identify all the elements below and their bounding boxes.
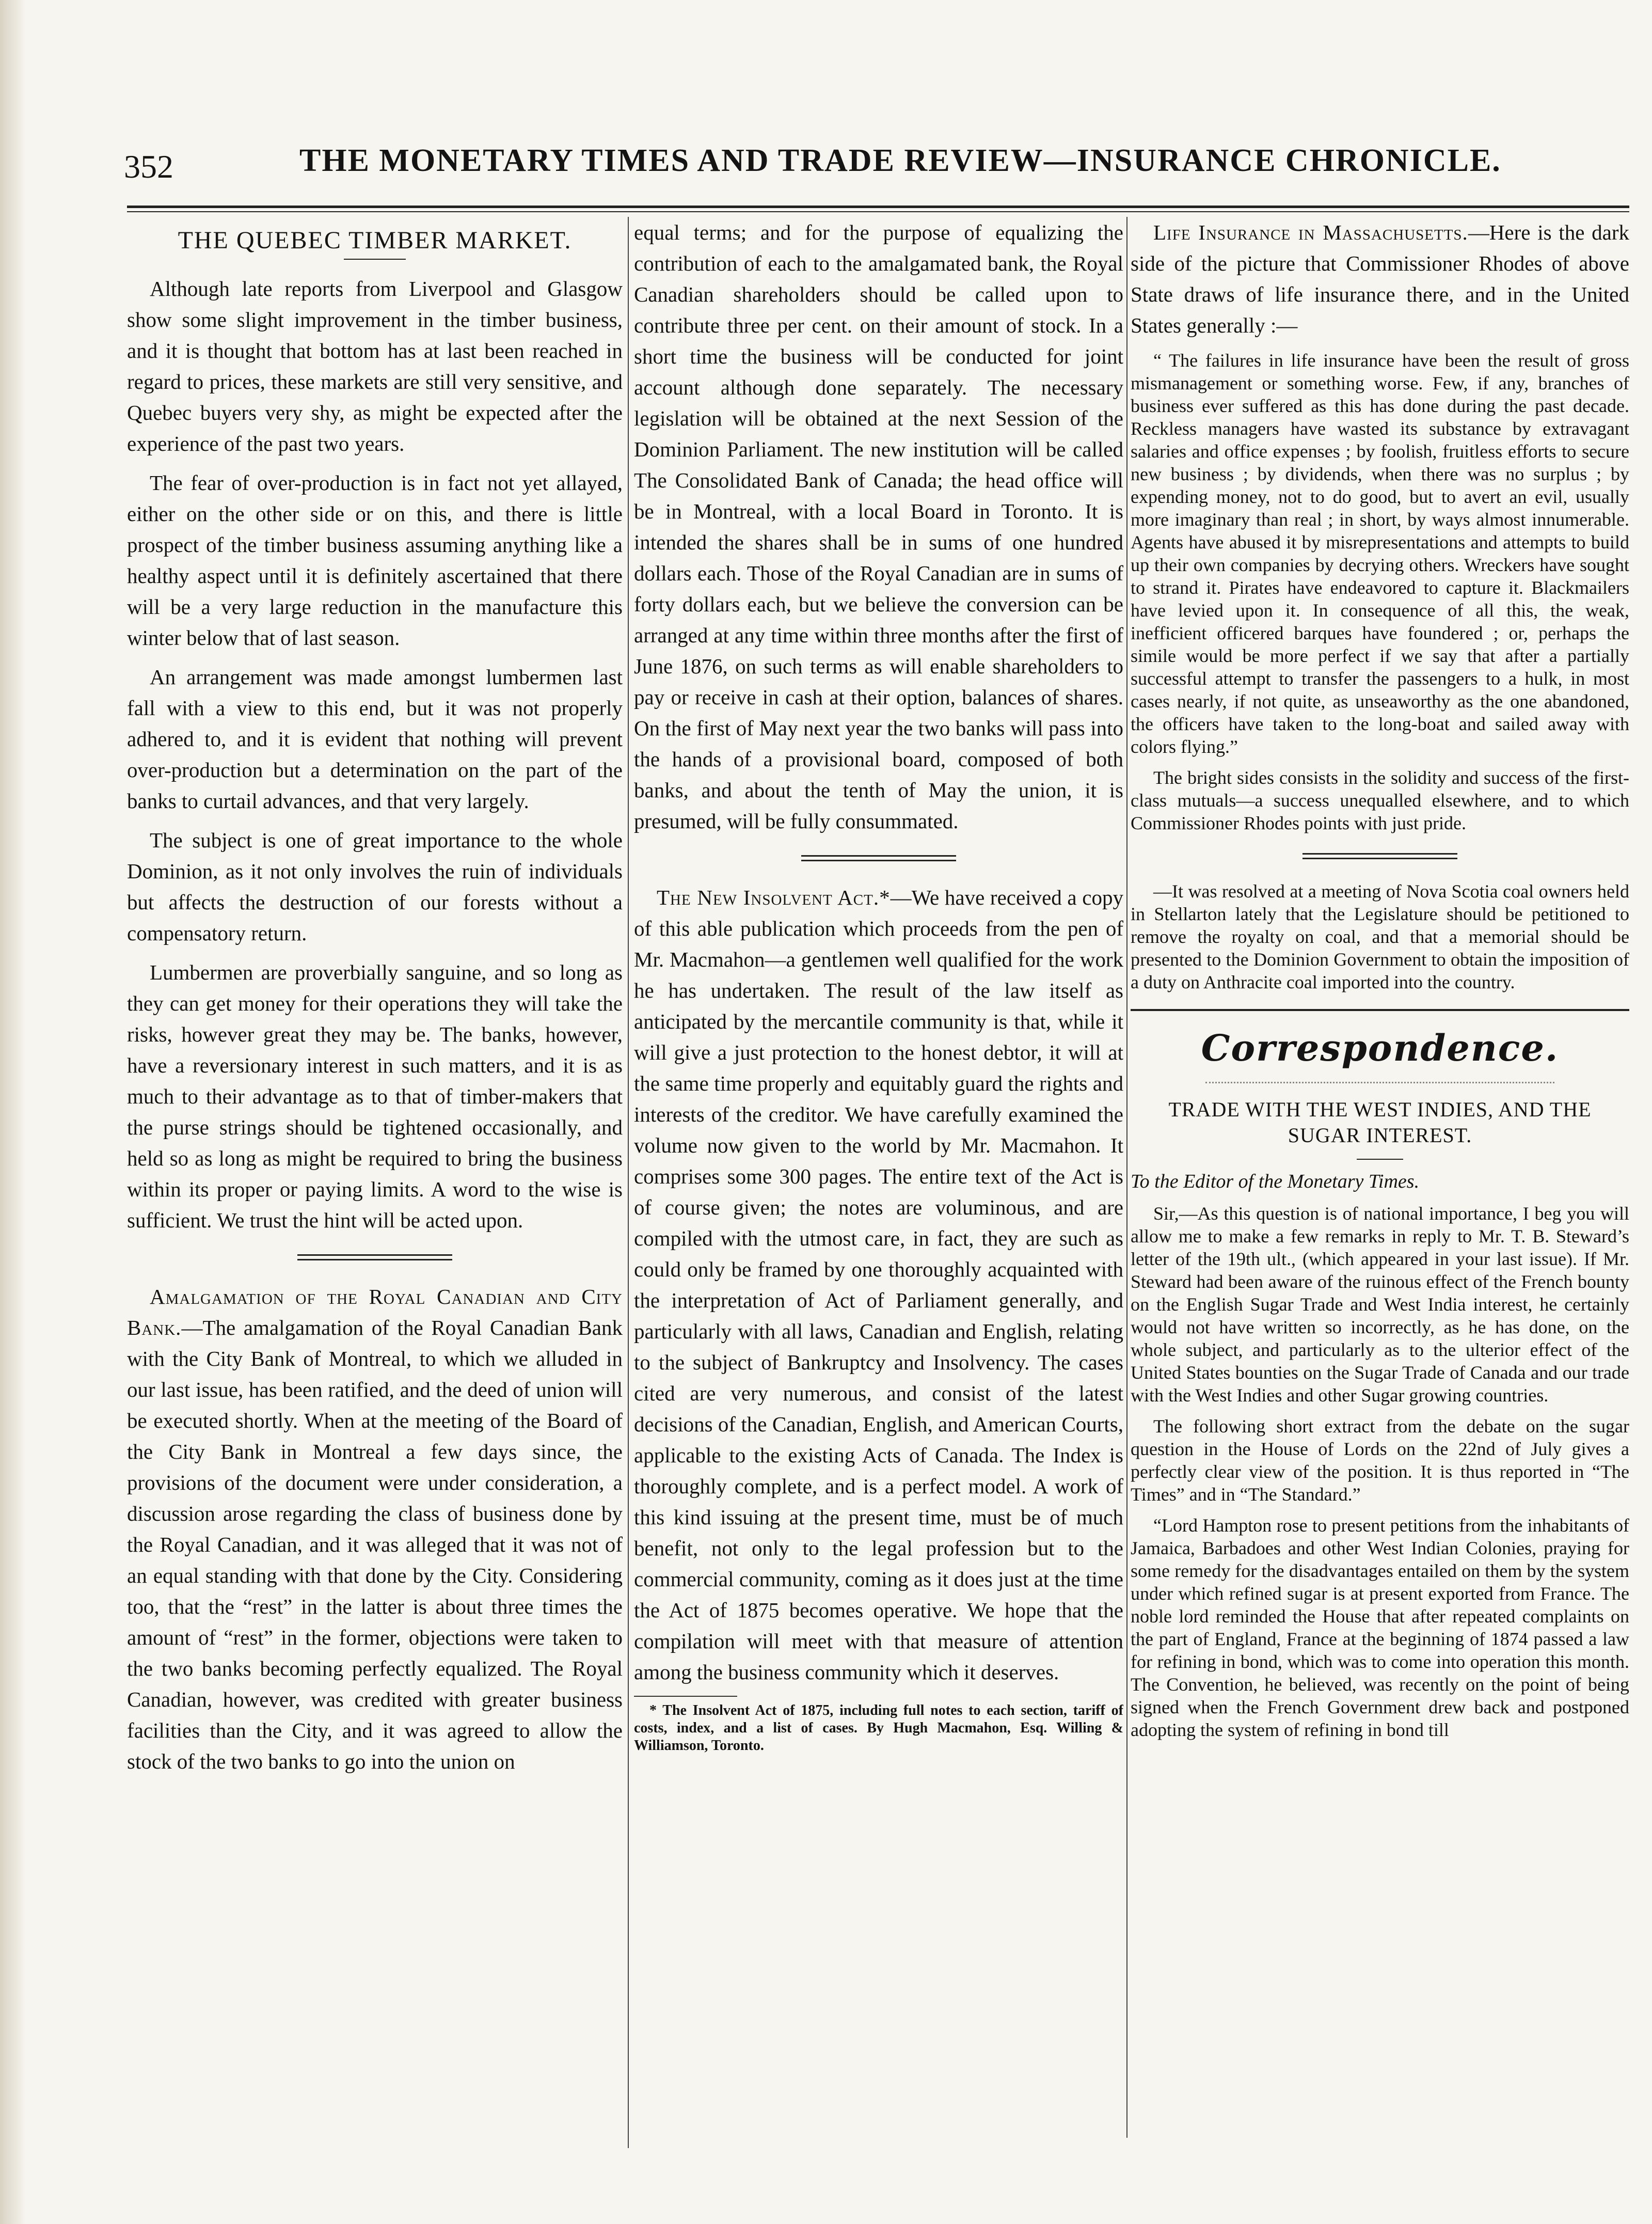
paragraph-text: —The amalgamation of the Royal Canadian Bank with the City Bank of Montreal, to which we alluded in our last issue, has been ratified, and the deed of union will be executed shortly. When at the meeting of the Board of the City Bank in Montreal a few days since, the provisions of the document were under consideration, a discussion arose regarding the class of business done by the Royal Canadian, and it was alleged that it was not of an equal standing with that done by the City. Considering too, that the “rest” in the latter is about three times the amount of “rest” in the former, objections were taken to the two banks becoming perfectly equalized. The Royal Canadian, however, was credited with greater business facilities than the City, and it was agreed to allow the stock of the two banks to go into the union on [127, 1316, 623, 1773]
life-insurance-article [1131, 217, 1629, 341]
column-divider [1126, 217, 1127, 2138]
paragraph: Lumbermen are proverbially sanguine, and so long as they can get money for their operations they will take the risks, however great they may be. The banks, however, have a reversionary interest in such matters, and it is as much to their advantage as to that of timber-makers that the purse strings should be tightened occasionally, and held so as long as might be required to bring the business within its proper or paying limits. A word to the wise is sufficient. We trust the hint will be acted upon. [127, 960, 623, 1232]
article-title-timber: THE QUEBEC TIMBER MARKET. [178, 227, 572, 254]
page-edge-shadow [0, 0, 26, 2224]
letter-title: TRADE WITH THE WEST INDIES, AND THE SUGAR INTEREST. [1168, 1098, 1592, 1147]
paragraph [127, 1281, 623, 1777]
running-title: THE MONETARY TIMES AND TRADE REVIEW—INSURANCE CHRONICLE. [299, 143, 1501, 178]
paragraph [1131, 217, 1629, 341]
amalgamation-continuation [634, 217, 1123, 837]
paragraph: equal terms; and for the purpose of equalizing the contribution of each to the amalgamated bank, the Royal Canadian shareholders should be called upon to contribute three per cent. on their amount of stock. In a short time the business will be conducted for joint account although done separately. The necessary legislation will be obtained at the next Session of the Dominion Parliament. The new institution will be called The Consolidated Bank of Canada; the head office will be in Montreal, with a local Board in Toronto. It is intended the shares shall be in sums of one hundred dollars each. Those of the Royal Canadian are in sums of forty dollars each, but we believe the conversion can be arranged at any time within three months after the first of June 1876, on such terms as will enable shareholders to pay or receive in cash at their option, balances of shares. On the first of May next year the two banks will pass into the hands of a provisional board, composed of both banks, and about the tenth of May the union, it is presumed, will be fully consummated. [634, 220, 1123, 833]
article-lead-in: The New Insolvent Act.* [657, 886, 891, 909]
column-divider [628, 217, 629, 2148]
title-dash [344, 259, 406, 260]
paragraph-text: —We have received a copy of this able publication which proceeds from the pen of Mr. Macmahon—a gentlemen well qualified for the work he has undertaken. The result of the law itself as anticipated by the mercantile community is that, while it will give a just protection to the honest debtor, it will at the same time properly and equitably guard the rights and interests of the creditor. We have carefully examined the volume now given to the world by Mr. Macmahon. It comprises some 300 pages. The entire text of the Act is of course given; the notes are voluminous, and are compiled with the utmost care, in fact, they are such as could only be framed by one thoroughly acquainted with the interpretation of Act of Parliament generally, and particularly with all laws, Canadian and English, relating to the subject of Bankruptcy and Insolvency. The cases cited are very numerous, and consist of the latest decisions of the Canadian, English, and American Courts, applicable to the existing Acts of Canada. The Index is thoroughly complete, and is a perfect model. A work of this kind issuing at the present time, must be of much benefit, not only to the legal profession but to the commercial community, coming as it does just at the time the Act of 1875 becomes operative. We hope that the compilation will meet with that measure of attention among the business community which it deserves. [634, 886, 1123, 1684]
amalgamation-article [127, 1281, 623, 1777]
section-separator [801, 855, 956, 861]
quote-paragraph: The bright sides consists in the solidity and success of the first-class mutuals—a success unequalled elsewhere, and to which Commissioner Rhodes points with just pride. [1131, 767, 1629, 833]
page-header [114, 139, 1600, 191]
paragraph: The following short extract from the debate on the sugar question in the House of Lords on the 22nd of July gives a perfectly clear view of the position. It is thus reported in “The Times” and in “The Standard.” [1131, 1416, 1629, 1505]
correspondence-heading: Correspondence. [1201, 1027, 1559, 1069]
title-dash [1357, 1159, 1403, 1160]
letter-body [1131, 1202, 1629, 1741]
nova-scotia-item [1131, 880, 1629, 993]
header-rule [127, 206, 1629, 212]
paragraph [634, 882, 1123, 1687]
paragraph: “Lord Hampton rose to present petitions from the inhabitants of Jamaica, Barbadoes and other West Indian Colonies, praying for some remedy for the disadvantages entailed on them by the system under which refined sugar is at present exported from France. The noble lord reminded the House that after repeated complaints on the part of England, France at the beginning of 1874 passed a law for refining in bond, which was to come into operation this month. The Convention, he believed, was recently on the point of being signed when the French Government drew back and postponed adopting the system of refining in bond till [1131, 1515, 1629, 1740]
paragraph: Although late reports from Liverpool and Glasgow show some slight improvement in the timber business, and it is thought that bottom has at last been reached in regard to prices, these markets are still very sensitive, and Quebec buyers very shy, as might be expected after the experience of the past two years. [127, 277, 623, 455]
dotted-rule [1205, 1082, 1554, 1083]
article-lead-in: Amalgamation of the Royal Canadian and City Bank. [127, 1285, 623, 1339]
footnote-rule [634, 1696, 737, 1697]
paragraph: The fear of over-production is in fact not yet allayed, either on the other side or on this, and there is little prospect of the timber business assuming anything like a healthy aspect until it is definitely ascertained that there will be a very large reduction in the manufacture this winter below that of last season. [127, 471, 623, 650]
section-separator-long [1131, 1009, 1629, 1011]
quoted-report [1131, 349, 1629, 834]
column-3 [1131, 217, 1629, 1749]
paragraph: An arrangement was made amongst lumbermen last fall with a view to this end, but it was not properly adhered to, and it is evident that nothing will prevent over-production but a determination on the part of the banks to curtail advances, and that very largely. [127, 665, 623, 813]
paragraph: The subject is one of great importance to the whole Dominion, as it not only involves the ruin of individuals but affects the destruction of our forests without a compensatory return. [127, 828, 623, 945]
insolvent-act-article [634, 882, 1123, 1687]
column-2 [634, 217, 1123, 1763]
section-separator [1302, 853, 1457, 859]
paragraph-text: —Here is the dark side of the picture that Commissioner Rhodes of above State draws of life insurance there, and in the United States generally :— [1131, 220, 1629, 337]
article-lead-in: Life Insurance in Massachusetts. [1153, 220, 1468, 244]
paragraph: —It was resolved at a meeting of Nova Scotia coal owners held in Stellarton lately that the Legislature should be petitioned to remove the royalty on coal, and that a memorial should be presented to the Dominion Government to obtain the imposition of a duty on Anthracite coal imported into the country. [1131, 881, 1629, 992]
page-number: 352 [124, 148, 173, 185]
timber-article [127, 273, 623, 1236]
letter-salutation: To the Editor of the Monetary Times. [1131, 1171, 1420, 1192]
column-1 [127, 217, 623, 1785]
footnote: * The Insolvent Act of 1875, including full notes to each section, tariff of costs, index, and a list of cases. By Hugh Macmahon, Esq. Willing & Williamson, Toronto. [634, 1702, 1123, 1754]
paragraph: Sir,—As this question is of national importance, I beg you will allow me to make a few remarks in reply to Mr. T. B. Steward’s letter of the 19th ult., (which appeared in your last issue). If Mr. Steward had been aware of the ruinous effect of the French bounty on the English Sugar Trade and West India interest, he certainly would not have written so incorrectly, as he has done, on the whole subject, and particularly as to the ulterior effect of the United States bounties on the Sugar Trade of Canada and our trade with the West Indies and other Sugar growing countries. [1131, 1203, 1629, 1406]
section-separator [297, 1254, 452, 1260]
quote-paragraph: “ The failures in life insurance have been the result of gross mismanagement or something worse. Few, if any, branches of business ever suffered as this has done during the past decade. Reckless managers have wasted its substance by extravagant salaries and office expenses ; by foolish, fruitless efforts to secure new business ; by dividends, when there was no surplus ; by expending money, not to do good, but to avert an evil, usually more imaginary than real ; in short, by ways almost innumerable. Agents have abused it by misrepresentations and attempts to build up their own companies by decrying others. Wreckers have sought to strand it. Pirates have endeavored to capture it. Blackmailers have levied upon it. In consequence of all this, the weak, inefficient officered barques have foundered ; or, perhaps the simile would be more perfect if we say that after a partially successful attempt to transfer the passengers to a hulk, in most cases nearly, if not quite, as unseaworthy as the one abandoned, the officers have taken to the long-boat and sailed away with colors flying.” [1131, 350, 1629, 757]
